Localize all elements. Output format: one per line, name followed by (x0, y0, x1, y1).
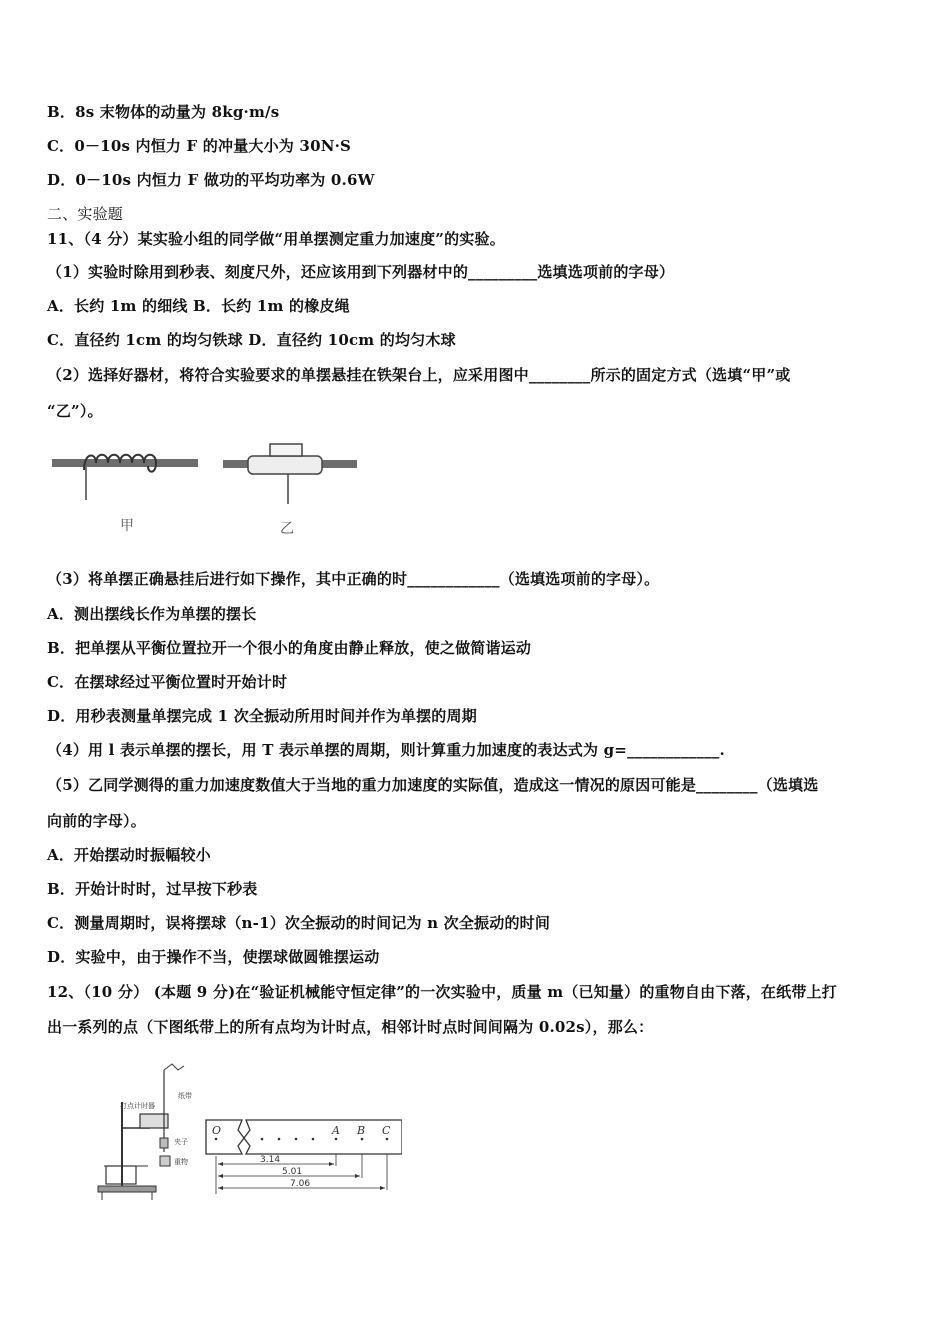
label-clip: 夹子 (174, 1138, 188, 1146)
question-11-part-2: （2）选择好器材，将符合实验要求的单摆悬挂在铁架台上，应采用图中________所示的固定方式（选填“甲”或 (47, 366, 791, 384)
distance-oa: 3.14 (260, 1155, 281, 1165)
question-11-part-3: （3）将单摆正确悬挂后进行如下操作，其中正确的时____________（选填选项前的字母）。 (47, 570, 660, 588)
question-11-part-5: （5）乙同学测得的重力加速度数值大于当地的重力加速度的实际值，造成这一情况的原因可能是________（选填选 (47, 776, 819, 794)
section-heading: 二、实验题 (47, 205, 124, 223)
free-fall-experiment-figure (92, 1062, 402, 1202)
suspension-yi (223, 444, 357, 537)
pendulum-suspension-figure (48, 438, 368, 543)
point-b: B (357, 1124, 366, 1137)
question-12-title: 12、（10 分） (本题 9 分)在“验证机械能守恒定律”的一次实验中，质量 m（已知量）的重物自由下落，在纸带上打 (47, 983, 837, 1001)
question-12-cont: 出一系列的点（下图纸带上的所有点均为计时点，相邻计时点时间间隔为 0.02s），那么： (47, 1018, 654, 1036)
label-weight: 重物 (174, 1158, 188, 1166)
question-11-part-1: （1）实验时除用到秒表、刻度尺外，还应该用到下列器材中的_________选填选项前的字母） (47, 263, 675, 281)
option-d-power: D．0－10s 内恒力 F 做功的平均功率为 0.6W (47, 171, 375, 189)
question-11-part-5-option-b: B．开始计时时，过早按下秒表 (47, 880, 258, 898)
question-11-part-2-cont: “乙”）。 (47, 402, 103, 420)
question-11-part-5-cont: 向前的字母）。 (47, 812, 146, 830)
question-11-part-1-options-cd: C．直径约 1cm 的均匀铁球 D．直径约 10cm 的均匀木球 (47, 331, 456, 349)
apparatus-drawing (98, 1064, 192, 1200)
distance-ob: 5.01 (282, 1167, 303, 1177)
question-11-part-3-option-a: A．测出摆线长作为单摆的摆长 (47, 605, 257, 623)
option-c-impulse: C．0－10s 内恒力 F 的冲量大小为 30N·S (47, 137, 352, 155)
point-c: C (382, 1124, 391, 1137)
question-11-part-1-options-ab: A．长约 1m 的细线 B．长约 1m 的橡皮绳 (47, 297, 350, 315)
question-11-part-5-option-c: C．测量周期时，误将摆球（n-1）次全振动的时间记为 n 次全振动的时间 (47, 914, 551, 932)
point-o: O (212, 1124, 222, 1137)
label-jia: 甲 (120, 518, 134, 534)
label-timer: 打点计时器 (120, 1102, 155, 1110)
label-paper: 纸带 (178, 1092, 192, 1100)
label-yi: 乙 (280, 521, 294, 537)
distance-oc: 7.06 (290, 1179, 311, 1189)
question-11-part-5-option-a: A．开始摆动时振幅较小 (47, 846, 211, 864)
option-b-momentum: B．8s 末物体的动量为 8kg·m/s (47, 103, 280, 121)
point-a: A (332, 1124, 340, 1137)
suspension-jia (52, 455, 198, 534)
question-11-part-3-option-d: D．用秒表测量单摆完成 1 次全振动所用时间并作为单摆的周期 (47, 707, 477, 725)
question-11-part-3-option-b: B．把单摆从平衡位置拉开一个很小的角度由静止释放，使之做简谐运动 (47, 639, 532, 657)
question-11-part-5-option-d: D．实验中，由于操作不当，使摆球做圆锥摆运动 (47, 948, 380, 966)
paper-tape (206, 1120, 402, 1194)
question-11-title: 11、（4 分）某实验小组的同学做“用单摆测定重力加速度”的实验。 (47, 230, 505, 248)
question-11-part-4: （4）用 l 表示单摆的摆长，用 T 表示单摆的周期，则计算重力加速度的表达式为 g=____________. (47, 741, 725, 759)
question-11-part-3-option-c: C．在摆球经过平衡位置时开始计时 (47, 673, 288, 691)
